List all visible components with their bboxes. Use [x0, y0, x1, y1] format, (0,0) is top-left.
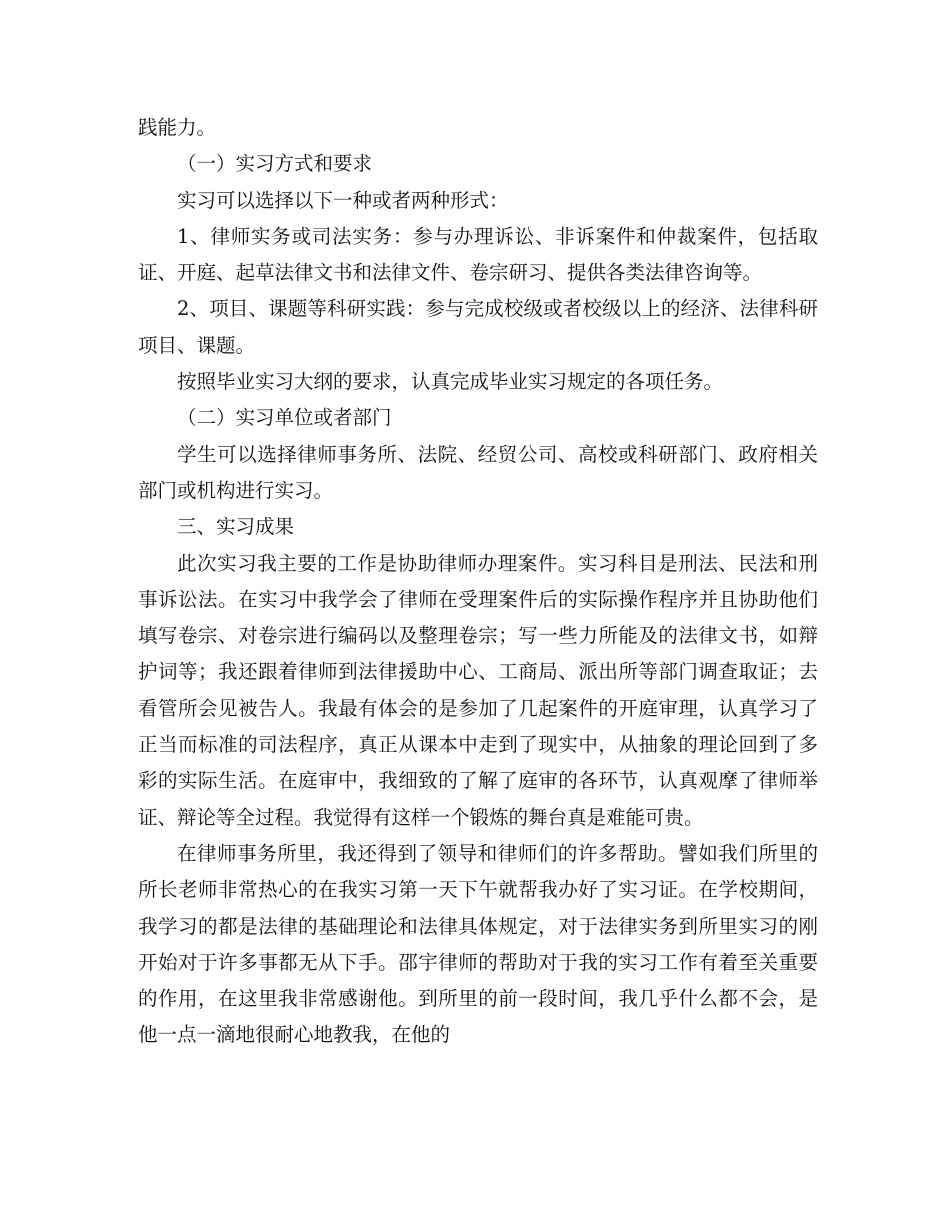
- paragraph-units: 学生可以选择律师事务所、法院、经贸公司、高校或科研部门、政府相关部门或机构进行实习。: [138, 442, 818, 502]
- paragraph-results-work: 此次实习我主要的工作是协助律师办理案件。实习科目是刑法、民法和刑事诉讼法。在实习中我学会了律师在受理案件后的实际操作程序并且协助他们填写卷宗、对卷宗进行编码以及整理卷宗；写一些力所能及的法律文书，如辩护词等；我还跟着律师到法律援助中心、工商局、派出所等部门调查取证；去看管所会见被告人。我最有体会的是参加了几起案件的开庭审理，认真学习了正当而标准的司法程序，真正从课本中走到了现实中，从抽象的理论回到了多彩的实际生活。在庭审中，我细致的了解了庭审的各环节，认真观摩了律师举证、辩论等全过程。我觉得有这样一个锻炼的舞台真是难能可贵。: [138, 551, 818, 829]
- paragraph-item-2: 2、项目、课题等科研实践：参与完成校级或者校级以上的经济、法律科研项目、课题。: [138, 297, 818, 357]
- section-heading-results: 三、实习成果: [177, 515, 295, 539]
- section-heading-units: （二）实习单位或者部门: [177, 406, 392, 430]
- section-heading-method: （一）实习方式和要求: [177, 152, 373, 176]
- paragraph-results-help: 在律师事务所里，我还得到了领导和律师们的许多帮助。譬如我们所里的所长老师非常热心的在我实习第一天下午就帮我办好了实习证。在学校期间，我学习的都是法律的基础理论和法律具体规定，对于法律实务到所里实习的刚开始对于许多事都无从下手。邵宇律师的帮助对于我的实习工作有着至关重要的作用，在这里我非常感谢他。到所里的前一段时间，我几乎什么都不会，是他一点一滴地很耐心地教我，在他的: [138, 841, 818, 1047]
- paragraph-continuation: 践能力。: [138, 116, 217, 139]
- paragraph-requirements: 按照毕业实习大纲的要求，认真完成毕业实习规定的各项任务。: [177, 370, 724, 394]
- document-page: [138, 110, 818, 1054]
- paragraph-item-1: 1、律师实务或司法实务：参与办理诉讼、非诉案件和仲裁案件，包括取证、开庭、起草法律文书和法律文件、卷宗研习、提供各类法律咨询等。: [138, 224, 818, 285]
- paragraph-forms-intro: 实习可以选择以下一种或者两种形式：: [177, 188, 509, 212]
